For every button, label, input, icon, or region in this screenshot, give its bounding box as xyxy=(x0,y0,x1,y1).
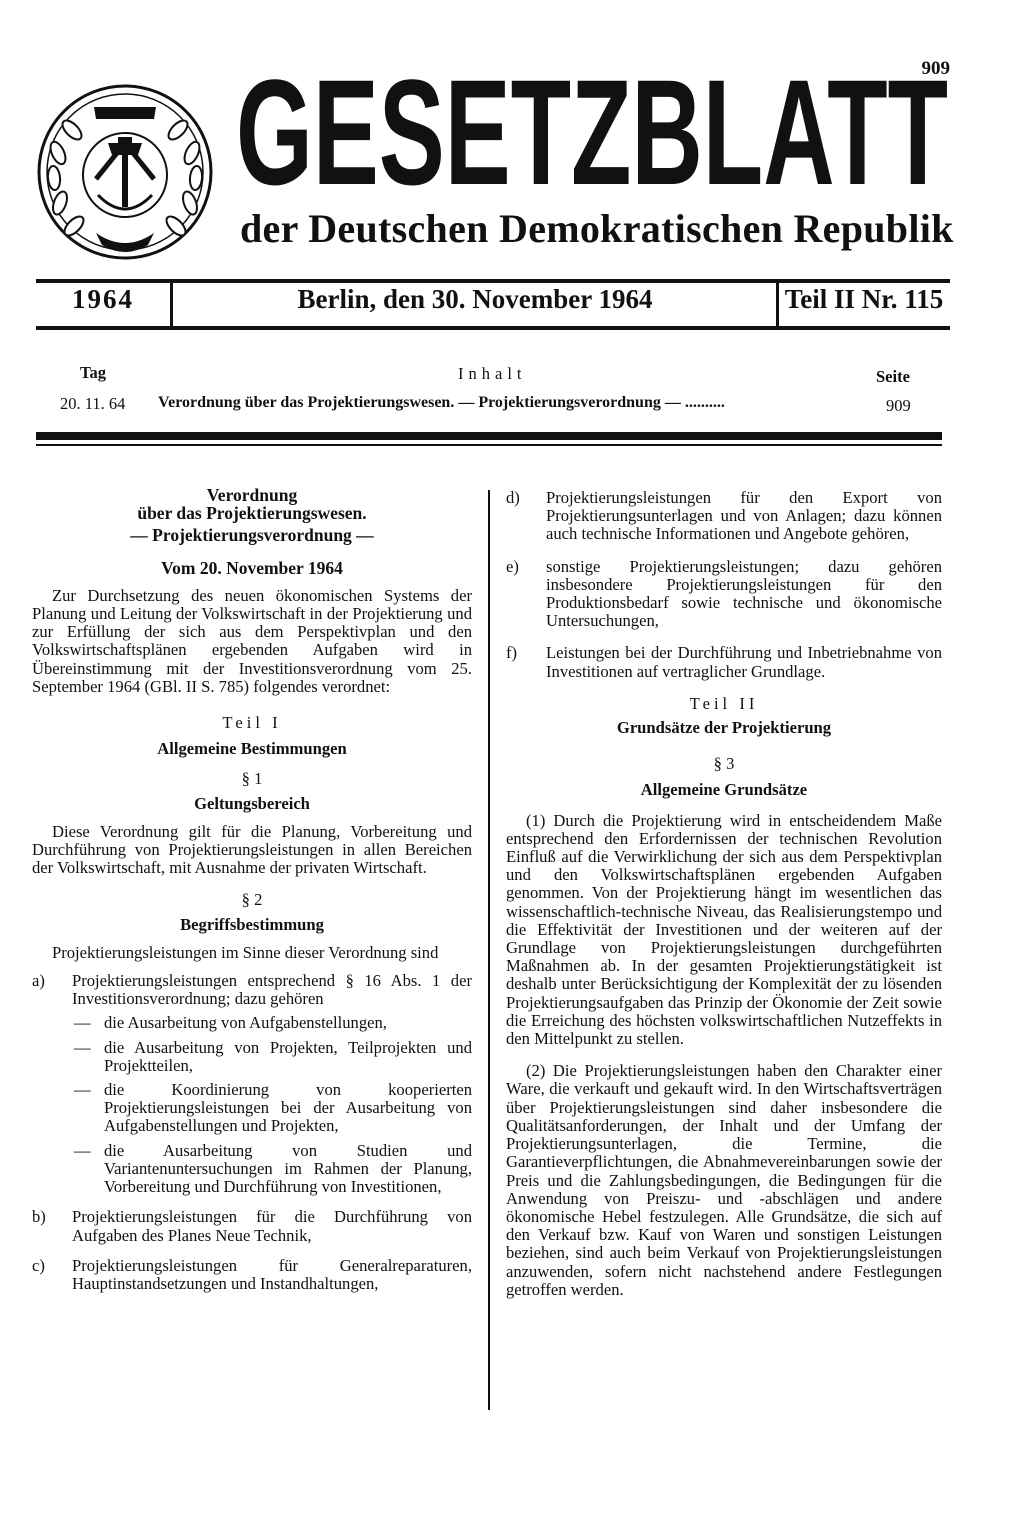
part-1-title: Allgemeine Bestimmungen xyxy=(157,739,347,759)
section-1-title: Geltungsbereich xyxy=(194,793,310,813)
list-item-d xyxy=(506,489,942,544)
section-3-paragraph-1: (1) Durch die Projektierung wird in entscheidendem Maße entsprechend den Erfordernissen der technischen Revolution Einfluß auf die Verwirklichung der sich aus dem Perspektivplan und den Volkswirtschaftsplänen ergebenden Aufgaben genommen. Von der Projektierung hängt im wesentlichen das wissenschaftlich-technische Niveau, das Realisierungstempo und die Effektivität der Investitionen und der weiteren auf der Grundlage von Projektierungsleistungen durchgeführten Maßnahmen ab. In der gesamten Projektierungstätigkeit ist deshalb unter Berücksichtigung der Komplexität der zu lösenden Projektierungsaufgaben das Prinzip der Ökonomie der Zeit sowie die Erreichung des höchsten volkswirtschaftlichen Nutzeffekts in den Mittelpunkt zu stellen. xyxy=(506,810,942,1049)
column-divider xyxy=(488,490,490,1410)
list-item-b-text: Projektierungsleistungen für die Durchführung von Aufgaben des Planes Neue Technik, xyxy=(72,1207,472,1245)
toc-entry-page: 909 xyxy=(886,396,911,415)
preamble: Zur Durchsetzung des neuen ökonomischen Systems der Planung und Leitung der Volkswirtschaft in der Projektierung und zur Erfüllung der sich aus dem Perspektivplan und den Volkswirtschaftsplänen ergebenden Aufgaben wird in Übereinstimmung mit der Investitionsverordnung vom 25. September 1964 (GBl. II S. 785) folgendes verordnet: xyxy=(32,585,472,696)
part-1-label: Teil I xyxy=(222,713,282,733)
section-1-number: § 1 xyxy=(241,769,263,789)
issue-number: Teil II Nr. 115 xyxy=(784,284,944,314)
decree-title-line2: über das Projektierungswesen. xyxy=(137,503,367,524)
sub-item-text: die Ausarbeitung von Studien und Variantenuntersuchungen im Rahmen der Planung, Vorbereitung und Durchführung von Investitionen, xyxy=(104,1140,472,1197)
decree-date: Vom 20. November 1964 xyxy=(161,557,343,578)
masthead-title-text: GESETZBLATT xyxy=(236,70,948,196)
sub-item xyxy=(32,1014,472,1032)
decree-title: Verordnung xyxy=(206,485,298,505)
toc-entry-date: 20. 11. 64 xyxy=(60,394,126,413)
sub-item-text: die Ausarbeitung von Aufgabenstellungen, xyxy=(104,1013,387,1033)
contents-rule-thin xyxy=(36,444,942,446)
toc-entry-title: Verordnung über das Projektierungswesen. — Projektierungsverordnung — .......... xyxy=(158,394,725,411)
list-item-d-label: d) xyxy=(506,488,520,507)
list-item-a xyxy=(32,972,472,1008)
section-2-number: § 2 xyxy=(241,890,263,910)
section-3-paragraph-2: (2) Die Projektierungsleistungen haben den Charakter einer Ware, die verkauft und gekauft wird. In den Wirtschaftsverträgen über Projektierungsleistungen sind daher insbesondere die Qualitätsanforderungen, der Inhalt und der Umfang der Projektierungsunterlagen, die Termine, die Garantieverpflichtungen, die Abnahmevereinbarungen sowie der Preis und die Zahlungsbedingungen, die Bedingungen für die Anwendung von Preiszu- und -abschlägen und andere ökonomische Hebel festzulegen. Alle Grundsätze, die sich auf den Verkauf bzw. Kauf von Waren und sonstigen Leistungen beziehen, sind auch beim Verkauf von Projektierungsleistungen anzuwenden, sofern nicht nachstehend andere Festlegungen getroffen werden. xyxy=(506,1061,942,1299)
right-column xyxy=(506,489,942,1299)
list-item-a-text: Projektierungsleistungen entsprechend § 16 Abs. 1 der Investitionsverordnung; dazu gehören xyxy=(72,971,472,1009)
section-3-title: Allgemeine Grundsätze xyxy=(640,780,808,800)
sub-item xyxy=(32,1081,472,1136)
masthead-subtitle: der Deutschen Demokratischen Republik xyxy=(240,206,954,251)
contents-rule-thick xyxy=(36,432,942,440)
list-item-e xyxy=(506,558,942,631)
dash: — xyxy=(74,1013,91,1033)
toc-header-seite: Seite xyxy=(876,367,910,386)
sub-item xyxy=(32,1039,472,1075)
list-item-c xyxy=(32,1257,472,1293)
masthead-title xyxy=(236,70,948,196)
sub-item-text: die Ausarbeitung von Projekten, Teilprojekten und Projektteilen, xyxy=(104,1037,472,1075)
toc-header-tag: Tag xyxy=(80,363,106,382)
toc-header-inhalt: Inhalt xyxy=(458,364,527,383)
list-item-b xyxy=(32,1208,472,1244)
issue-bar-top-rule xyxy=(36,279,950,283)
list-item-e-text: sonstige Projektierungsleistungen; dazu gehören insbesondere Projektierungsleistungen für den Produktionsbedarf sowie technische und ökonomische Untersuchungen, xyxy=(546,556,942,631)
section-3-number: § 3 xyxy=(713,754,735,774)
dash: — xyxy=(74,1140,91,1160)
list-item-a-label: a) xyxy=(32,971,45,991)
list-item-c-text: Projektierungsleistungen für Generalreparaturen, Hauptinstandsetzungen und Instandhaltungen, xyxy=(72,1255,472,1293)
issue-year: 1964 xyxy=(72,284,134,314)
list-item-d-text: Projektierungsleistungen für den Export von Projektierungsunterlagen und von Anlagen; dazu können auch technische Informationen und Angebote gehören, xyxy=(546,488,942,544)
section-1-text: Diese Verordnung gilt für die Planung, Vorbereitung und Durchführung von Projektierungsleistungen in allen Bereichen der Volkswirtschaft, mit Ausnahme der privaten Wirtschaft. xyxy=(32,821,472,878)
list-item-f xyxy=(506,644,942,680)
issue-place-date: Berlin, den 30. November 1964 xyxy=(297,284,653,314)
list-item-f-text: Leistungen bei der Durchführung und Inbetriebnahme von Investitionen auf vertraglicher Grundlage. xyxy=(546,643,942,681)
section-2-title: Begriffsbestimmung xyxy=(180,914,324,934)
issue-bar-bottom-rule xyxy=(36,326,950,330)
sub-item xyxy=(32,1142,472,1197)
sub-item-text: die Koordinierung von kooperierten Projektierungsleistungen bei der Ausarbeitung von Aufgabenstellungen und Projekten, xyxy=(104,1080,472,1136)
list-item-c-label: c) xyxy=(32,1255,45,1275)
list-item-e-label: e) xyxy=(506,556,519,576)
dash: — xyxy=(74,1037,91,1057)
part-2-title: Grundsätze der Projektierung xyxy=(616,718,832,738)
dash: — xyxy=(74,1080,91,1100)
page-number: 909 xyxy=(921,58,950,79)
list-item-f-label: f) xyxy=(506,643,518,663)
list-item-b-label: b) xyxy=(32,1207,46,1227)
decree-short-title: — Projektierungsverordnung — xyxy=(130,525,374,546)
section-2-intro: Projektierungsleistungen im Sinne dieser Verordnung sind xyxy=(52,942,439,962)
coat-of-arms-emblem xyxy=(36,83,214,261)
part-2-label: Teil II xyxy=(689,693,759,713)
left-column xyxy=(32,486,472,1293)
